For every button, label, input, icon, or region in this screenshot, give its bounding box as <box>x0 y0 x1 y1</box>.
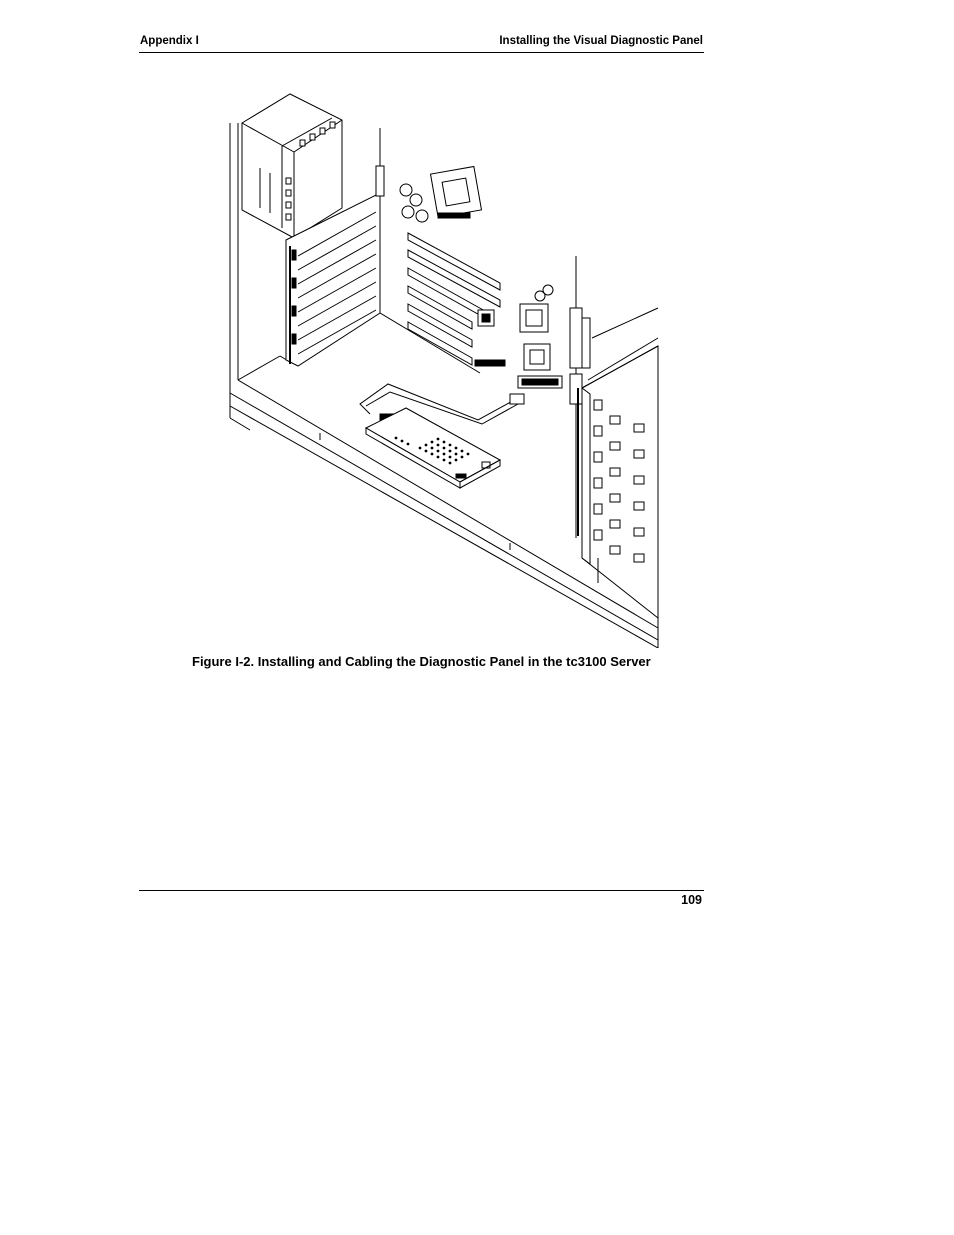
memory-slots <box>408 233 500 365</box>
system-board-components <box>400 167 562 388</box>
drive-cage <box>570 256 658 648</box>
server-installation-illustration <box>220 88 664 648</box>
footer-rule <box>139 890 704 891</box>
header-rule <box>139 52 704 53</box>
power-supply <box>242 94 342 238</box>
chassis-left-wall <box>230 123 238 418</box>
figure-caption: Figure I-2. Installing and Cabling the Diagnostic Panel in the tc3100 Server <box>192 654 651 669</box>
diagnostic-cable <box>360 384 524 424</box>
diagnostic-panel <box>366 408 500 488</box>
running-header-left: Appendix I <box>140 35 199 47</box>
running-header-right: Installing the Visual Diagnostic Panel <box>499 35 703 47</box>
page-number: 109 <box>681 893 702 907</box>
